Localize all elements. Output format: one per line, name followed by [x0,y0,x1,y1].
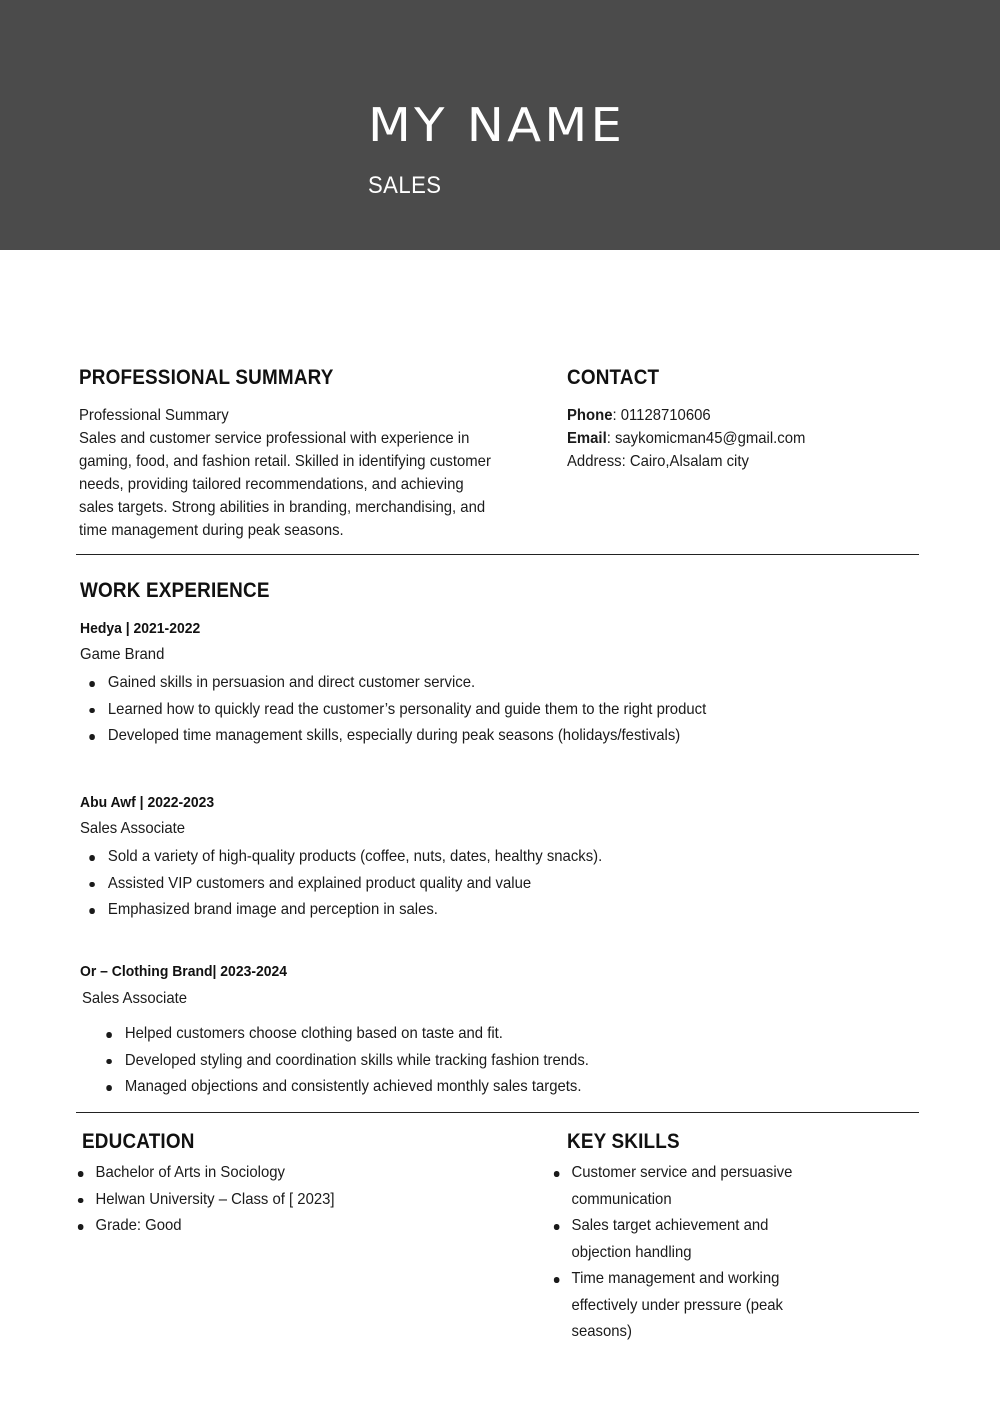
contact-phone [567,404,939,427]
candidate-name: MY NAME [368,98,626,152]
job-bullet: Gained skills in persuasion and direct customer service. [80,670,706,697]
job-bullet: Helped customers choose clothing based on taste and fit. [97,1021,589,1048]
email-label: Email [567,430,607,447]
divider-1 [76,554,919,555]
summary-body: Sales and customer service professional with experience in gaming, food, and fashion retail. Skilled in identifying customer needs, providing tailored recommendations, and achieving sales targets. Strong abilities in branding, merchandising, and time management during peak seasons. [79,430,491,539]
skill-item: Sales target achievement and objection handling [552,1213,831,1266]
email-value: : saykomicman45@gmail.com [606,430,806,447]
job-bullet: Developed styling and coordination skills while tracking fashion trends. [97,1048,589,1075]
experience-heading: WORK EXPERIENCE [80,579,270,602]
contact-email [567,427,939,450]
skills-heading: KEY SKILLS [567,1130,680,1153]
education-item: Helwan University – Class of [ 2023] [76,1187,335,1214]
skill-item: Time management and working effectively under pressure (peak seasons) [552,1266,831,1346]
job-subtitle: Sales Associate [80,820,186,837]
job-bullet: Developed time management skills, especially during peak seasons (holidays/festivals) [80,723,706,750]
contact-section [567,404,939,473]
candidate-role: SALES [368,172,442,199]
education-heading: EDUCATION [82,1130,195,1153]
contact-heading: CONTACT [567,366,660,389]
education-item: Bachelor of Arts in Sociology [76,1160,335,1187]
job-bullet: Learned how to quickly read the customer’s personality and guide them to the right product [80,697,706,724]
skill-item: Customer service and persuasive communication [552,1160,831,1213]
summary-subtitle: Professional Summary [79,407,229,424]
summary-section [79,404,502,542]
job-subtitle: Sales Associate [82,990,188,1007]
job-bullet: Sold a variety of high-quality products (coffee, nuts, dates, healthy snacks). [80,844,602,871]
job-subtitle: Game Brand [80,646,165,663]
education-item: Grade: Good [76,1213,335,1240]
job-title: Or – Clothing Brand| 2023-2024 [80,963,288,980]
summary-heading: PROFESSIONAL SUMMARY [79,366,334,389]
job-bullets [97,1021,589,1101]
job-bullet: Assisted VIP customers and explained product quality and value [80,871,602,898]
job-title: Hedya | 2021-2022 [80,620,201,637]
education-list [76,1160,335,1240]
job-bullet: Managed objections and consistently achieved monthly sales targets. [97,1074,589,1101]
divider-2 [76,1112,919,1113]
phone-label: Phone [567,407,613,424]
contact-address: Address: Cairo,Alsalam city [567,453,749,470]
job-bullets [80,670,706,750]
header-banner [0,0,1000,250]
job-bullets [80,844,602,924]
job-bullet: Emphasized brand image and perception in sales. [80,897,602,924]
skills-list [552,1160,831,1346]
job-title: Abu Awf | 2022-2023 [80,794,215,811]
phone-value: : 01128710606 [612,407,711,424]
